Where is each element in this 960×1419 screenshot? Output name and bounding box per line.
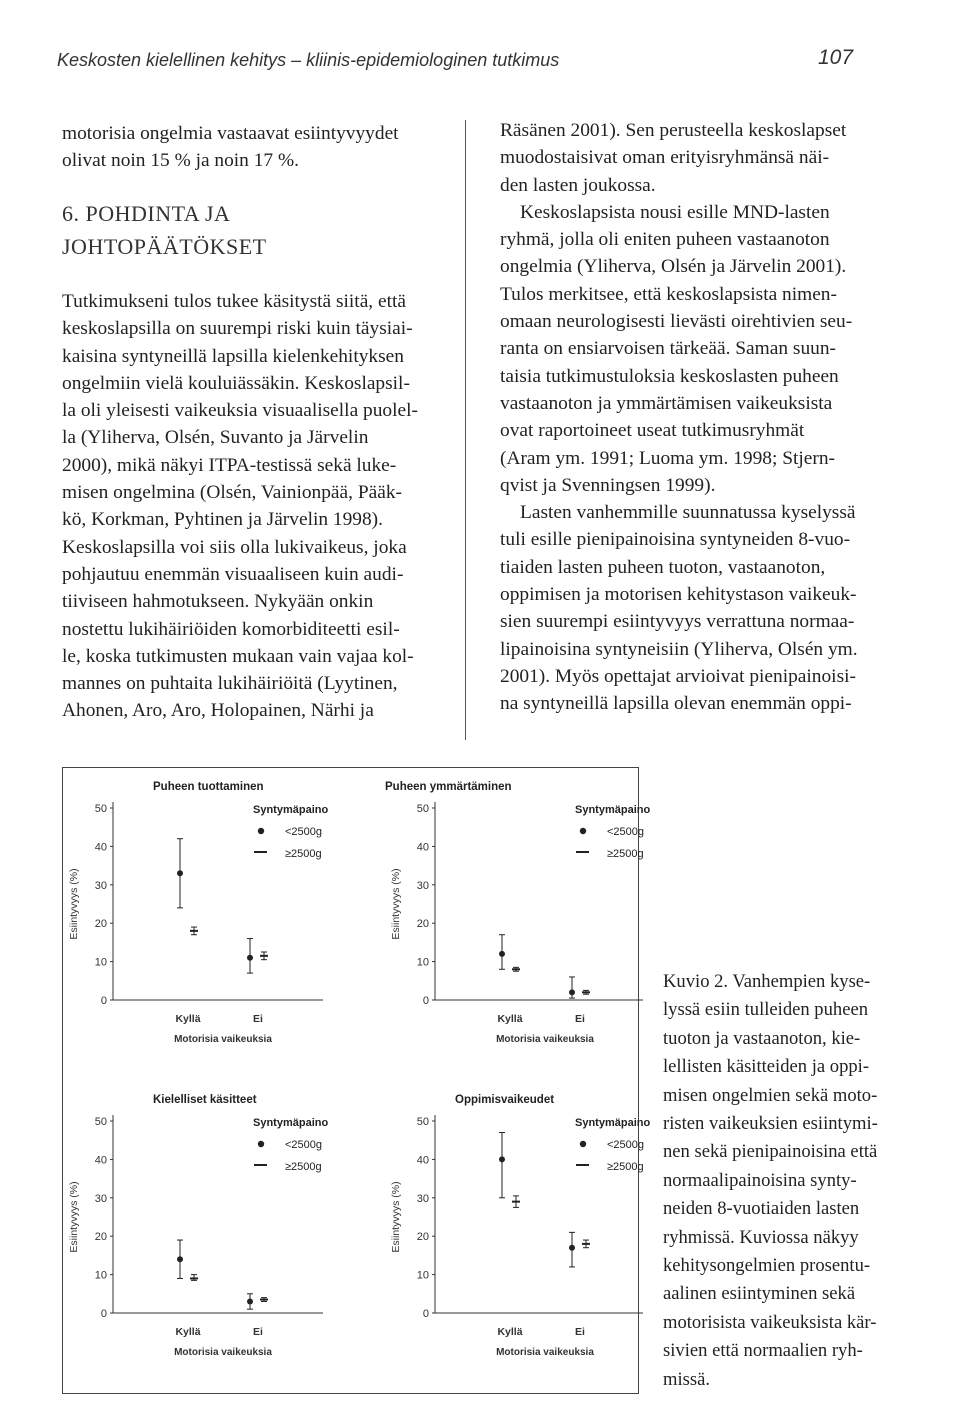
- legend-entry: ≥2500g: [607, 848, 644, 860]
- x-tick-label: Kyllä: [175, 1326, 201, 1338]
- y-tick-label: 20: [94, 918, 107, 931]
- text-line: ongelmiin vielä kouluiässäkin. Keskoslapsil-: [62, 372, 410, 394]
- y-tick-label: 0: [100, 1308, 107, 1320]
- chart-panel: [390, 1094, 650, 1358]
- section-heading: [62, 197, 267, 263]
- y-tick-label: 0: [422, 1308, 429, 1320]
- caption-line: tuoton ja vastaanoton, kie-: [663, 1027, 861, 1049]
- y-axis-label: Esiintyvyys (%): [390, 1181, 402, 1253]
- text-line: Ahonen, Aro, Aro, Holopainen, Närhi ja: [62, 700, 374, 722]
- text-line: (Aram ym. 1991; Luoma ym. 1998; Stjern-: [500, 447, 835, 469]
- legend-entry: ≥2500g: [285, 1161, 322, 1173]
- heading-line: 6. POHDINTA JA: [62, 201, 231, 226]
- text-line: olivat noin 15 % ja noin 17 %.: [62, 150, 299, 172]
- legend-entry: <2500g: [285, 1139, 323, 1151]
- y-axis-label: Esiintyvyys (%): [68, 1181, 80, 1253]
- data-point-dot: [177, 870, 183, 876]
- data-point-dot: [569, 1245, 575, 1251]
- text-line: ongelmia (Yliherva, Olsén ja Järvelin 2001).: [500, 256, 847, 278]
- text-line: Tulos merkitsee, että keskoslapsista nimen-: [500, 283, 837, 305]
- text-line: tuli esille pienipainoisina syntyneiden 8-vuo-: [500, 529, 851, 551]
- legend-entry: <2500g: [607, 826, 645, 838]
- column-separator: [465, 120, 466, 740]
- x-axis-label: Motorisia vaikeuksia: [496, 1347, 594, 1358]
- text-line: misen ongelmina (Olsén, Vainionpää, Pääk-: [62, 482, 402, 504]
- x-tick-label: Kyllä: [497, 1326, 523, 1338]
- x-tick-label: Kyllä: [497, 1013, 523, 1025]
- text-line: pohjautuu enemmän visuaaliseen kuin audi-: [62, 563, 404, 585]
- text-line: mannes on puhtaita lukihäiriöitä (Lyytinen,: [62, 673, 398, 695]
- caption-line: normaalipainoisina synty-: [663, 1169, 857, 1191]
- x-tick-label: Ei: [575, 1013, 585, 1025]
- y-tick-label: 50: [416, 803, 429, 815]
- y-tick-label: 50: [94, 1116, 107, 1128]
- text-line: Lasten vanhemmille suunnatussa kyselyssä: [520, 502, 856, 524]
- text-line: 2000), mikä näkyi ITPA-testissä sekä luke-: [62, 454, 397, 476]
- text-line: qvist ja Svenningsen 1999).: [500, 474, 716, 496]
- legend-dot-marker: [580, 1141, 586, 1147]
- caption-line: ryhmissä. Kuviossa näkyy: [663, 1226, 859, 1248]
- y-tick-label: 10: [94, 956, 107, 969]
- caption-line: sivien että normaalien ryh-: [663, 1340, 863, 1362]
- caption-line: neiden 8-vuotiaiden lasten: [663, 1198, 860, 1220]
- legend-entry: <2500g: [607, 1139, 645, 1151]
- y-tick-label: 30: [416, 1192, 429, 1205]
- data-point-dot: [177, 1256, 183, 1262]
- chart-title: Puheen ymmärtäminen: [385, 781, 512, 793]
- text-line: ryhmä, jolla oli eniten puheen vastaanoton: [500, 229, 830, 251]
- caption-line: aalinen esiintyminen sekä: [663, 1283, 856, 1305]
- text-line: nostettu lukihäiriöiden komorbiditeetti esil-: [62, 618, 400, 640]
- legend-title: Syntymäpaino: [253, 804, 329, 816]
- text-line: Keskoslapsilla voi siis olla lukivaikeus, joka: [62, 536, 407, 558]
- left-intro-paragraph: [62, 120, 437, 175]
- legend-entry: <2500g: [285, 826, 323, 838]
- x-tick-label: Ei: [575, 1326, 585, 1338]
- x-axis-label: Motorisia vaikeuksia: [174, 1347, 272, 1358]
- text-line: ovat raportoineet useat tutkimusryhmät: [500, 420, 805, 442]
- text-line: Räsänen 2001). Sen perusteella keskoslapset: [500, 120, 847, 141]
- text-line: kö, Korkman, Pyhtinen ja Järvelin 1998).: [62, 509, 383, 531]
- left-body-paragraph: [62, 288, 418, 725]
- caption-line: lellisten käsitteiden ja oppi-: [663, 1056, 870, 1078]
- text-line: vastaanoton ja ymmärtämisen vaikeuksista: [500, 392, 833, 414]
- page-number: 107: [818, 46, 854, 69]
- caption-line: lyssä esiin tulleiden puheen: [663, 999, 869, 1021]
- x-tick-label: Ei: [253, 1326, 263, 1338]
- text-line: sien suurempi esiintyvyys verrattuna normaa-: [500, 611, 855, 633]
- right-column: [500, 117, 880, 718]
- x-axis-label: Motorisia vaikeuksia: [174, 1034, 272, 1045]
- legend-dot-marker: [258, 828, 264, 834]
- y-tick-label: 20: [416, 918, 429, 931]
- data-point-dot: [569, 989, 575, 995]
- caption-line: missä.: [663, 1368, 711, 1390]
- y-tick-label: 40: [94, 1154, 107, 1167]
- chart-panel: [68, 781, 328, 1045]
- y-tick-label: 30: [416, 879, 429, 892]
- y-tick-label: 10: [94, 1269, 107, 1282]
- y-tick-label: 20: [94, 1231, 107, 1244]
- figure-caption: [663, 968, 878, 1394]
- text-line: keskoslapsilla on suurempi riski kuin täysiai-: [62, 318, 413, 340]
- legend-dot-marker: [580, 828, 586, 834]
- figure-charts: [63, 768, 651, 1393]
- x-tick-label: Ei: [253, 1013, 263, 1025]
- y-tick-label: 50: [94, 803, 107, 815]
- y-tick-label: 40: [94, 841, 107, 854]
- legend-title: Syntymäpaino: [575, 804, 651, 816]
- text-line: den lasten joukossa.: [500, 174, 656, 196]
- text-line: Tutkimukseni tulos tukee käsitystä siitä, että: [62, 291, 406, 312]
- heading-line: JOHTOPÄÄTÖKSET: [62, 234, 267, 259]
- y-tick-label: 30: [94, 879, 107, 892]
- text-line: la (Yliherva, Olsén, Suvanto ja Järvelin: [62, 427, 369, 449]
- text-line: ranta on ensiarvoisen tärkeää. Saman suun-: [500, 338, 836, 360]
- x-axis-label: Motorisia vaikeuksia: [496, 1034, 594, 1045]
- chart-panel: [385, 781, 650, 1045]
- y-tick-label: 40: [416, 841, 429, 854]
- caption-line: motorisista vaikeuksista kär-: [663, 1311, 877, 1333]
- y-axis-label: Esiintyvyys (%): [390, 868, 402, 940]
- text-line: la oli yleisesti vaikeuksia visuaalisella puolel-: [62, 400, 418, 422]
- legend-title: Syntymäpaino: [253, 1117, 329, 1129]
- chart-title: Oppimisvaikeudet: [455, 1094, 555, 1106]
- caption-line: kehitysongelmien prosentu-: [663, 1255, 871, 1277]
- text-line: taisia tutkimustuloksia keskoslasten puheen: [500, 365, 839, 387]
- y-tick-label: 30: [94, 1192, 107, 1205]
- text-line: omaan neurologisesti lievästi oirehtivien seu-: [500, 311, 853, 333]
- text-line: 2001). Myös opettajat arvioivat pienipainoisi-: [500, 665, 856, 687]
- text-line: muodostaisivat oman erityisryhmänsä näi-: [500, 147, 830, 169]
- legend-entry: ≥2500g: [285, 848, 322, 860]
- running-header-title: Keskosten kielellinen kehitys – kliinis-epidemiologinen tutkimus: [57, 50, 560, 70]
- text-line: Keskoslapsista nousi esille MND-lasten: [520, 201, 830, 223]
- chart-title: Puheen tuottaminen: [153, 781, 264, 793]
- y-tick-label: 0: [422, 995, 429, 1007]
- y-tick-label: 40: [416, 1154, 429, 1167]
- legend-dot-marker: [258, 1141, 264, 1147]
- legend-entry: ≥2500g: [607, 1161, 644, 1173]
- text-line: le, koska tutkimusten mukaan vain vajaa kol-: [62, 645, 414, 667]
- y-tick-label: 0: [100, 995, 107, 1007]
- text-line: na syntyneillä lapsilla olevan enemmän oppi-: [500, 693, 852, 715]
- data-point-dot: [499, 951, 505, 957]
- chart-panel: [68, 1094, 328, 1358]
- chart-title: Kielelliset käsitteet: [153, 1094, 257, 1106]
- text-line: tiiviseen hahmotukseen. Nykyään onkin: [62, 591, 374, 613]
- y-tick-label: 20: [416, 1231, 429, 1244]
- caption-line: risten vaikeuksien esiintymi-: [663, 1113, 878, 1135]
- y-tick-label: 10: [416, 956, 429, 969]
- x-tick-label: Kyllä: [175, 1013, 201, 1025]
- data-point-dot: [499, 1156, 505, 1162]
- caption-line: misen ongelmien sekä moto-: [663, 1084, 878, 1106]
- y-axis-label: Esiintyvyys (%): [68, 868, 80, 940]
- text-line: motorisia ongelmia vastaavat esiintyvyydet: [62, 123, 399, 144]
- data-point-dot: [247, 955, 253, 961]
- text-line: lipainoisina syntyneisiin (Yliherva, Olsén ym.: [500, 638, 858, 660]
- data-point-dot: [247, 1298, 253, 1304]
- y-tick-label: 10: [416, 1269, 429, 1282]
- figure-box: [62, 767, 651, 1394]
- y-tick-label: 50: [416, 1116, 429, 1128]
- caption-line: Kuvio 2. Vanhempien kyse-: [663, 971, 871, 992]
- text-line: oppimisen ja motorisen kehitystason vaikeuk-: [500, 584, 857, 606]
- legend-title: Syntymäpaino: [575, 1117, 651, 1129]
- text-line: kaisina syntyneillä lapsilla kielenkehityksen: [62, 345, 404, 367]
- text-line: tiaiden lasten puheen tuoton, vastaanoton,: [500, 556, 826, 578]
- caption-line: nen sekä pienipainoisina että: [663, 1141, 878, 1163]
